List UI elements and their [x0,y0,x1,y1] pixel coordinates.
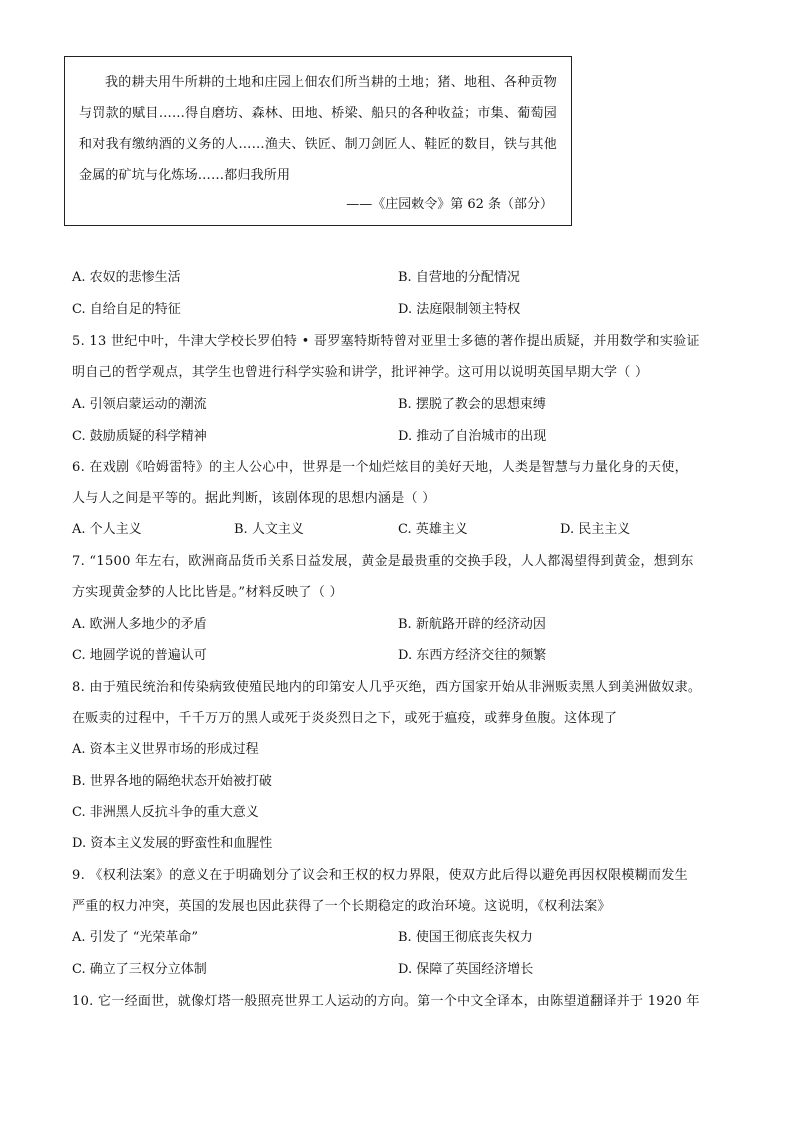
q8-stem-line1: 8. 由于殖民统治和传染病致使殖民地内的印第安人几乎灭绝，西方国家开始从非洲贩卖黑人到美洲做奴隶。 [72,680,702,695]
q5-option-a[interactable]: A. 引领启蒙运动的潮流 [72,397,207,412]
q9-stem-line1: 9. 《权利法案》的意义在于明确划分了议会和王权的权力界限，使双方此后得以避免再因权限模糊而发生 [72,868,688,883]
q6-stem-line2: 人与人之间是平等的。据此判断，该剧体现的思想内涵是（ ） [72,491,436,506]
q4-option-c[interactable]: C. 自给自足的特征 [72,302,181,317]
q7-stem-line1: 7. “1500 年左右，欧洲商品货币关系日益发展，黄金是最贵重的交换手段，人人都渴望得到黄金，想到东 [72,554,694,569]
q4-option-b[interactable]: B. 自营地的分配情况 [398,270,520,285]
q5-option-b[interactable]: B. 摆脱了教会的思想束缚 [398,397,546,412]
q6-stem-line1: 6. 在戏剧《哈姆雷特》的主人公心中，世界是一个灿烂炫目的美好天地，人类是智慧与力量化身的天使， [72,460,688,475]
q8-option-c[interactable]: C. 非洲黑人反抗斗争的重大意义 [72,805,259,820]
q7-stem-line2: 方实现黄金梦的人比比皆是。”材料反映了（ ） [72,585,343,600]
q7-option-b[interactable]: B. 新航路开辟的经济动因 [398,617,546,632]
q4-option-a[interactable]: A. 农奴的悲惨生活 [72,270,181,285]
q8-option-b[interactable]: B. 世界各地的隔绝状态开始被打破 [72,774,272,789]
q7-option-a[interactable]: A. 欧洲人多地少的矛盾 [72,617,207,632]
q9-option-c[interactable]: C. 确立了三权分立体制 [72,962,207,977]
q7-option-d[interactable]: D. 东西方经济交往的频繁 [398,648,547,663]
q4-option-d[interactable]: D. 法庭限制领主特权 [398,302,521,317]
q8-option-a[interactable]: A. 资本主义世界市场的形成过程 [72,742,259,757]
q10-stem-line1: 10. 它一经面世，就像灯塔一般照亮世界工人运动的方向。第一个中文全译本，由陈望道翻译并于 1920 年 [72,994,700,1009]
q5-option-d[interactable]: D. 推动了自治城市的出现 [398,429,547,444]
quote-text: 我的耕夫用牛所耕的土地和庄园上佃农们所当耕的土地；猪、地租、各种贡物与罚款的赋目……得自磨坊、森林、田地、桥梁、船只的各种收益；市集、葡萄园和对我有缴纳酒的义务的人……渔夫、铁匠、制刀剑匠人、鞋匠的数目，铁与其他金属的矿坑与化炼场……都归我所用 [79,75,557,183]
q9-option-d[interactable]: D. 保障了英国经济增长 [398,962,534,977]
quote-source: ——《庄园敕令》第 62 条（部分） [346,197,553,212]
q6-option-d[interactable]: D. 民主主义 [560,522,631,537]
q6-option-a[interactable]: A. 个人主义 [72,522,142,537]
quote-box [64,56,572,226]
q8-stem-line2: 在贩卖的过程中，千千万万的黑人或死于炎炎烈日之下，或死于瘟疫，或葬身鱼腹。这体现了 [72,711,618,726]
q9-option-b[interactable]: B. 使国王彻底丧失权力 [398,930,533,945]
q9-option-a[interactable]: A. 引发了 “光荣革命” [72,930,199,945]
q9-stem-line2: 严重的权力冲突，英国的发展也因此获得了一个长期稳定的政治环境。这说明，《权利法案》 [72,899,611,914]
q5-stem-line1: 5. 13 世纪中叶，牛津大学校长罗伯特 • 哥罗塞特斯特曾对亚里士多德的著作提出质疑，并用数学和实验证 [72,334,700,349]
q6-option-b[interactable]: B. 人文主义 [234,522,304,537]
q5-stem-line2: 明自己的哲学观点，其学生也曾进行科学实验和讲学，批评神学。这可用以说明英国早期大学（ ） [72,365,649,380]
q6-option-c[interactable]: C. 英雄主义 [398,522,468,537]
q7-option-c[interactable]: C. 地圆学说的普遍认可 [72,648,207,663]
q8-option-d[interactable]: D. 资本主义发展的野蛮性和血腥性 [72,836,273,851]
q5-option-c[interactable]: C. 鼓励质疑的科学精神 [72,429,207,444]
